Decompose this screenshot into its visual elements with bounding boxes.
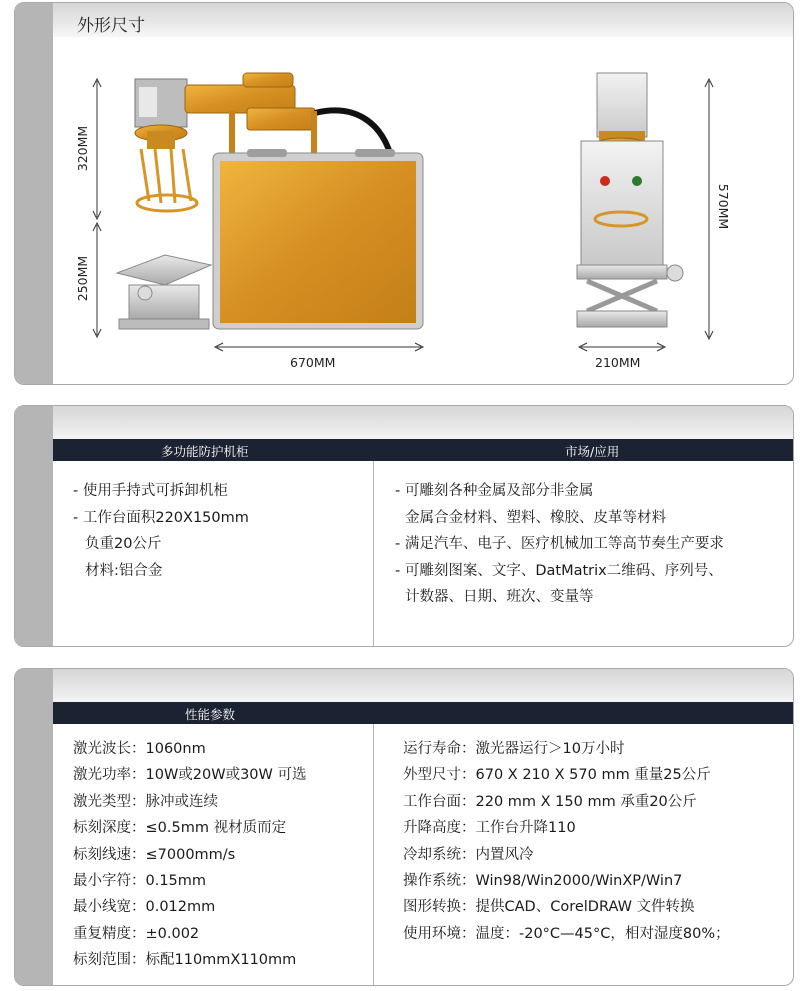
- spec-row: 标刻线速：≤7000mm/s: [73, 846, 236, 863]
- specs-header: 性能参数: [185, 707, 236, 722]
- application-header: 市场/应用: [565, 444, 620, 459]
- spec-row: 标刻范围：标配110mmX110mm: [73, 952, 297, 969]
- spec-row: 标刻深度：≤0.5mm 视材质而定: [73, 820, 287, 837]
- list-item: 材料:铝合金: [85, 562, 163, 579]
- spec-row: 冷却系统：内置风冷: [403, 846, 534, 863]
- spec-row: 激光类型：脉冲或连续: [73, 793, 218, 810]
- dim-label-670mm: 670MM: [290, 355, 336, 370]
- list-item: - 可雕刻图案、文字、DatMatrix二维码、序列号、: [395, 562, 723, 579]
- spec-row: 工作台面：220 mm X 150 mm 承重20公斤: [403, 793, 697, 810]
- dim-label-210mm: 210MM: [595, 355, 641, 370]
- spec-row: 操作系统：Win98/Win2000/WinXP/Win7: [403, 873, 683, 890]
- cabinet-header: 多功能防护机柜: [161, 444, 249, 459]
- dim-label-570mm: 570MM: [716, 183, 732, 230]
- dim-label-250mm: 250MM: [75, 255, 91, 302]
- specs-header-bar: [53, 702, 793, 724]
- dim-label-320mm: 320MM: [75, 125, 91, 172]
- list-item: - 工作台面积220X150mm: [73, 509, 249, 526]
- specs-panel: [14, 668, 794, 986]
- column-divider: [373, 461, 374, 646]
- features-header-bar: [53, 439, 793, 461]
- list-item: 负重20公斤: [85, 536, 162, 552]
- cabinet-feature-list: [73, 478, 249, 584]
- specs-left-list: [73, 736, 306, 974]
- spec-row: 重复精度：±0.002: [73, 925, 200, 942]
- list-item: - 满足汽车、电子、医疗机械加工等高节奏生产要求: [395, 536, 724, 552]
- list-item: 金属合金材料、塑料、橡胶、皮革等材料: [405, 509, 666, 526]
- panel-side-strip: [15, 669, 53, 985]
- spec-row: 使用环境：温度：-20°C—45°C，相对湿度80%；: [403, 925, 730, 942]
- specs-right-list: [403, 736, 730, 947]
- spec-row: 图形转换：提供CAD、CorelDRAW 文件转换: [403, 899, 695, 916]
- application-list: [395, 478, 724, 611]
- spec-row: 最小字符：0.15mm: [73, 873, 207, 890]
- column-divider: [373, 724, 374, 985]
- features-panel: [14, 405, 794, 647]
- machine-illustration: [15, 3, 793, 384]
- list-item: - 可雕刻各种金属及部分非金属: [395, 483, 594, 499]
- spec-row: 升降高度：工作台升降110: [403, 820, 576, 837]
- list-item: 计数器、日期、班次、变量等: [405, 589, 594, 605]
- machine-side-view: [577, 73, 683, 327]
- dimensions-panel: [14, 2, 794, 385]
- panel-title-band: [53, 669, 793, 705]
- spec-row: 最小线宽：0.012mm: [73, 899, 216, 916]
- spec-row: 激光波长：1060nm: [73, 741, 206, 757]
- panel-side-strip: [15, 406, 53, 646]
- cabinet-front: [213, 149, 423, 329]
- lift-table-front: [117, 255, 211, 329]
- spec-row: 外型尺寸：670 X 210 X 570 mm 重量25公斤: [403, 767, 711, 784]
- dimensions-title: 外形尺寸: [77, 16, 145, 36]
- list-item: - 使用手持式可拆卸机柜: [73, 483, 228, 499]
- panel-title-band: [53, 406, 793, 442]
- spec-row: 运行寿命：激光器运行＞10万小时: [403, 741, 625, 757]
- spec-row: 激光功率：10W或20W或30W 可选: [73, 767, 307, 784]
